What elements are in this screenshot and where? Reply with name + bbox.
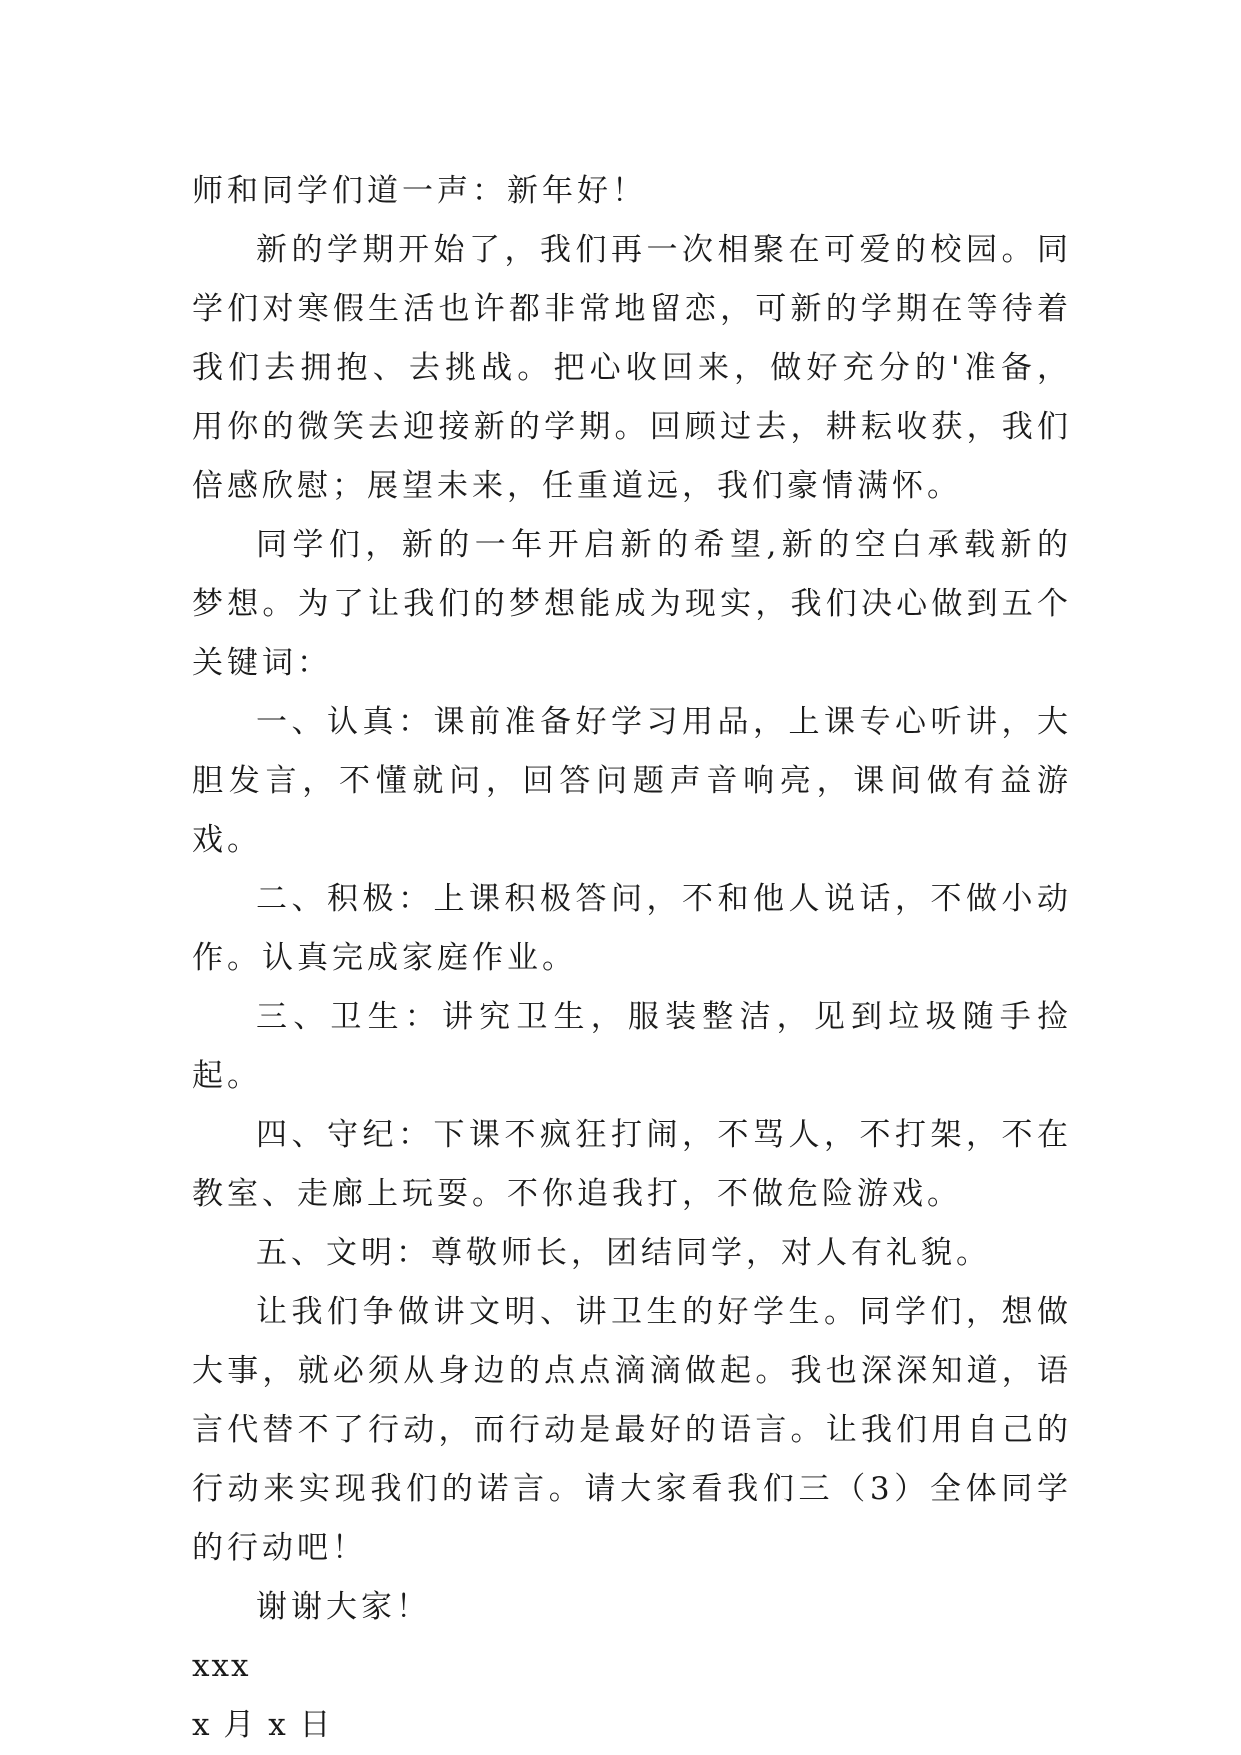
date-line: x 月 x 日 (192, 1707, 333, 1743)
signature-line: xxx (192, 1648, 251, 1684)
keyword-item-4: 四、守纪：下课不疯狂打闹，不骂人，不打架，不在教室、走廊上玩耍。不你追我打，不做危险游戏。 (192, 1117, 1072, 1212)
intro-paragraph: 新的学期开始了，我们再一次相聚在可爱的校园。同学们对寒假生活也许都非常地留恋，可新的学期在等待着我们去拥抱、去挑战。把心收回来，做好充分的'准备，用你的微笑去迎接新的学期。回顾过去，耕耘收获，我们倍感欣慰；展望未来，任重道远，我们豪情满怀。 (192, 232, 1072, 504)
greeting-paragraph: 师和同学们道一声：新年好！ (192, 173, 647, 209)
closing-paragraph: 让我们争做讲文明、讲卫生的好学生。同学们，想做大事，就必须从身边的点点滴滴做起。我也深深知道，语言代替不了行动，而行动是最好的语言。让我们用自己的行动来实现我们的诺言。请大家看我们三（3）全体同学的行动吧！ (192, 1294, 1072, 1566)
keyword-item-2: 二、积极：上课积极答问，不和他人说话，不做小动作。认真完成家庭作业。 (192, 881, 1072, 976)
document-body (192, 162, 1072, 1755)
keyword-item-5: 五、文明：尊敬师长，团结同学，对人有礼貌。 (256, 1235, 991, 1271)
keywords-intro-paragraph: 同学们，新的一年开启新的希望,新的空白承载新的梦想。为了让我们的梦想能成为现实，我们决心做到五个关键词： (192, 527, 1072, 681)
keyword-item-3: 三、卫生：讲究卫生，服装整洁，见到垃圾随手捡起。 (192, 999, 1072, 1094)
thanks-line: 谢谢大家！ (256, 1589, 431, 1625)
keyword-item-1: 一、认真：课前准备好学习用品，上课专心听讲，大胆发言，不懂就问，回答问题声音响亮，课间做有益游戏。 (192, 704, 1072, 858)
